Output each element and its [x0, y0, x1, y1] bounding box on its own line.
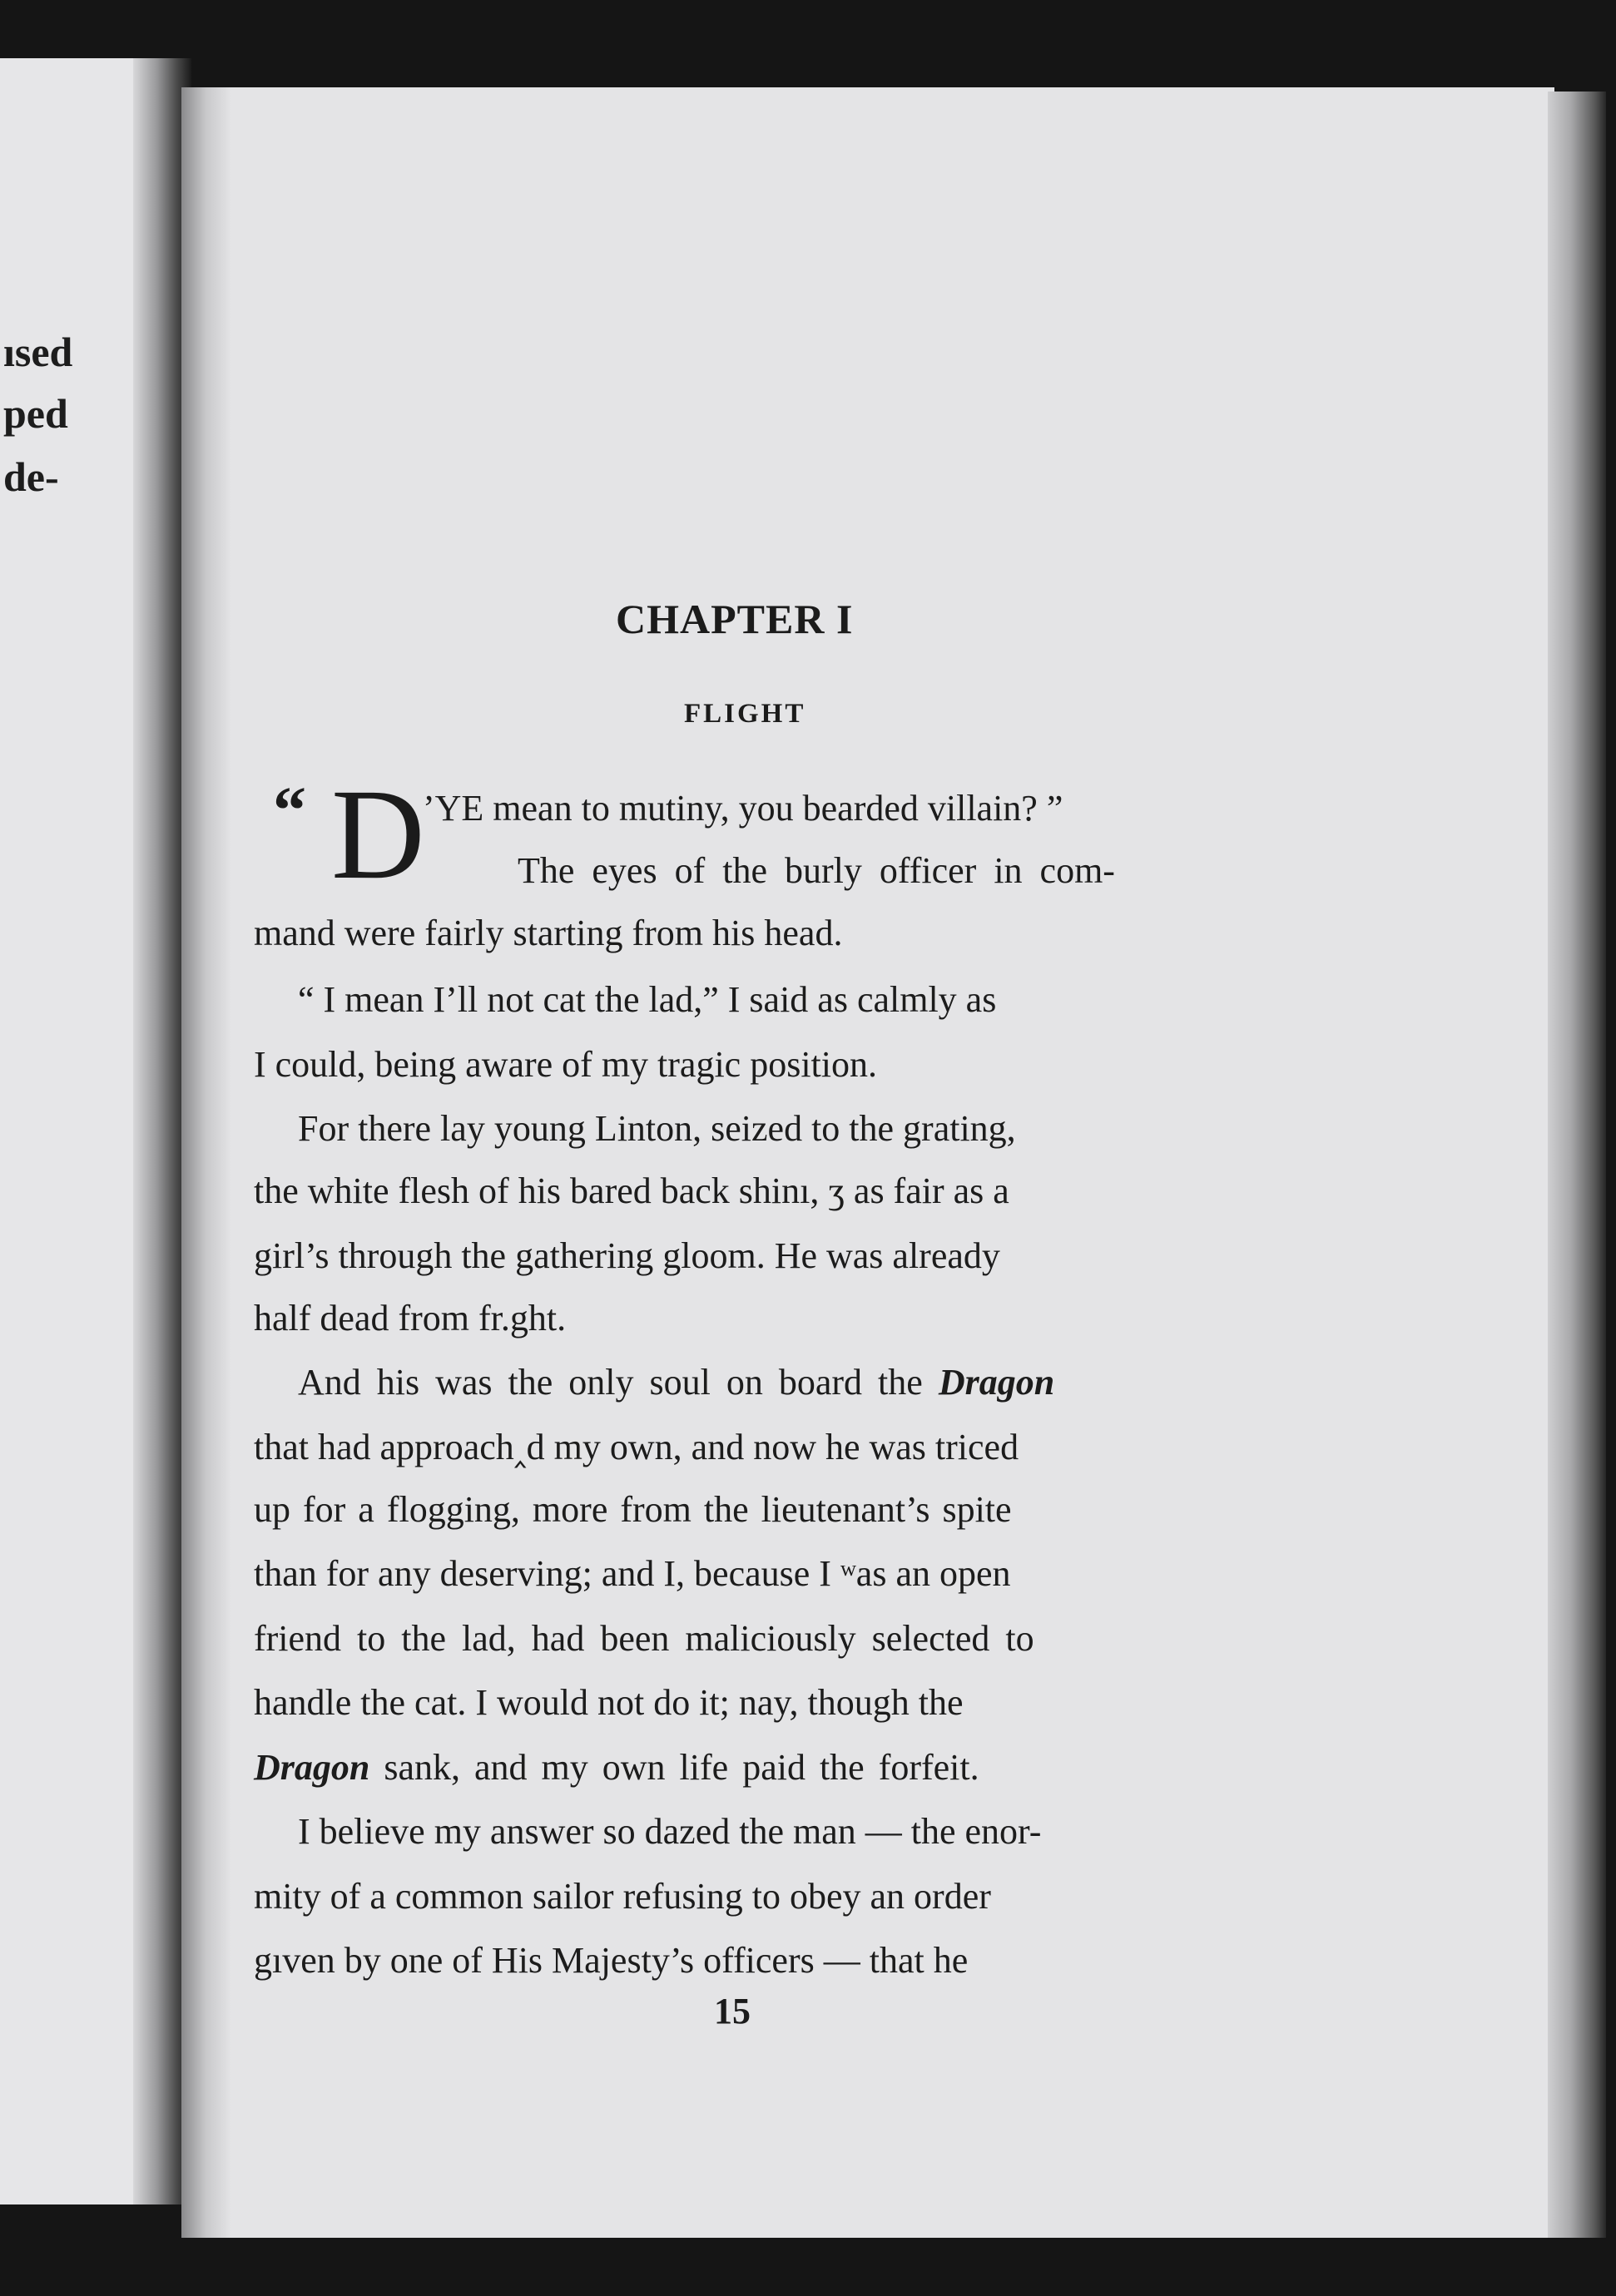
text-line-segment: And his was the only soul on board the — [298, 1362, 939, 1403]
text-line: girl’s through the gathering gloom. He was already — [254, 1235, 1000, 1276]
text-line: than for any deserving; and I, because I ʷas an open — [254, 1553, 1011, 1594]
chapter-title: CHAPTER I — [616, 596, 854, 642]
text-line: “ I mean I’ll not cat the lad,” I said as calmly as — [298, 979, 997, 1020]
page-binding-shadow — [181, 87, 231, 2238]
text-line: handle the cat. I would not do it; nay, though the — [254, 1682, 964, 1723]
text-line: mand were fairly starting from his head. — [254, 913, 843, 953]
text-line: the white flesh of his bared back shinı, ʒ as fair as a — [254, 1170, 1009, 1211]
text-line: up for a flogging, more from the lieutenant’s spite — [254, 1489, 1012, 1530]
page-number: 15 — [714, 1991, 751, 2031]
text-line — [254, 1749, 979, 1786]
text-line: that had approach‸d my own, and now he was triced — [254, 1427, 1019, 1467]
text-line: I believe my answer so dazed the man — the enor- — [298, 1811, 1042, 1852]
left-page-fragment: ped — [3, 390, 68, 437]
text-line-segment: sank, and my own life paid the forfeit. — [369, 1747, 979, 1788]
text-line: For there lay young Linton, seized to the grating, — [298, 1108, 1016, 1149]
text-line — [298, 1364, 1054, 1401]
text-line: gıven by one of His Majesty’s officers — that he — [254, 1940, 969, 1981]
text-line: I could, being aware of my tragic position. — [254, 1044, 878, 1085]
left-page-fragment: ısed — [3, 329, 73, 375]
chapter-subtitle: FLIGHT — [684, 699, 806, 729]
text-line: The eyes of the burly officer in com- — [518, 850, 1115, 891]
italic-ship-name: Dragon — [254, 1747, 370, 1788]
left-page-fragment: de- — [3, 453, 59, 500]
text-line: friend to the lad, had been maliciously selected to — [254, 1618, 1034, 1659]
italic-ship-name: Dragon — [938, 1362, 1055, 1403]
text-line: ’YE mean to mutiny, you bearded villain? ” — [423, 788, 1063, 829]
opening-quote-mark: “ — [273, 774, 306, 848]
text-line: half dead from fr.ght. — [254, 1298, 567, 1339]
page-edge — [1548, 92, 1606, 2238]
text-line: mity of a common sailor refusing to obey an order — [254, 1876, 991, 1917]
drop-cap: D — [331, 762, 425, 906]
